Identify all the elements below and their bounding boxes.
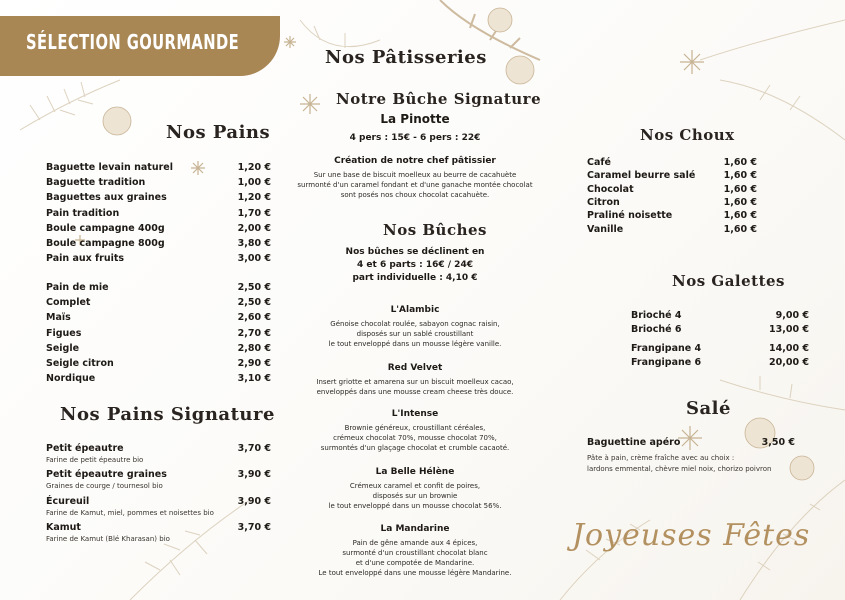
sale-title: Salé <box>686 398 731 419</box>
signature-name: Petit épeautre <box>46 443 124 454</box>
cake-name: La Belle Hélène <box>375 467 455 477</box>
signature-name: Kamut <box>46 522 81 533</box>
pain-name: Boule campagne 400g <box>46 222 165 234</box>
cake-line: disposés sur un brownie <box>372 492 458 500</box>
galette-price: 9,00 € <box>775 310 809 321</box>
cake-name: Red Velvet <box>387 363 443 373</box>
galette-name: Brioché 6 <box>631 324 682 335</box>
cake-description <box>280 423 550 453</box>
buche-name: La Pinotte <box>380 112 450 126</box>
signature-name: Petit épeautre graines <box>46 469 167 480</box>
pain-price: 2,60 € <box>237 312 271 324</box>
pain-price: 2,50 € <box>237 297 271 309</box>
signature-desc: Farine de petit épeautre bio <box>46 456 144 464</box>
galette-price: 13,00 € <box>769 324 809 335</box>
galette-price: 14,00 € <box>769 343 809 354</box>
cake-name: L'Alambic <box>390 305 440 315</box>
pain-name: Maïs <box>46 312 71 324</box>
cake-line: Brownie généreux, croustillant céréales, <box>344 424 486 432</box>
choux-price: 1,60 € <box>723 196 757 208</box>
creation-title: Création de notre chef pâtissier <box>334 156 496 166</box>
cake-line: et d'une compotée de Mandarine. <box>355 559 475 567</box>
cake-line: surmonté d'un croustillant chocolat blanc <box>342 549 488 557</box>
choux-title: Nos Choux <box>640 126 735 144</box>
signature-desc: Farine de Kamut, miel, pommes et noisettes bio <box>46 509 214 517</box>
greeting-text: Joyeuses Fêtes <box>572 518 811 553</box>
choux-name: Praliné noisette <box>587 210 673 222</box>
pain-name: Baguette tradition <box>46 177 146 189</box>
cake-line: Pain de gêne amande aux 4 épices, <box>352 539 478 547</box>
buche-signature-title: Notre Bûche Signature <box>336 90 542 108</box>
sale-desc-2: lardons emmental, chèvre miel noix, chorizo poivron <box>587 465 772 473</box>
signature-price: 3,90 € <box>237 496 271 507</box>
pain-price: 2,80 € <box>237 342 271 354</box>
choux-name: Caramel beurre salé <box>587 170 696 182</box>
choux-name: Citron <box>587 196 620 208</box>
pain-name: Baguettes aux graines <box>46 192 167 204</box>
cake-description <box>280 377 550 397</box>
sale-name: Baguettine apéro <box>587 437 681 448</box>
signature-price: 3,90 € <box>237 469 271 480</box>
banner-title: SÉLECTION GOURMANDE <box>26 30 240 54</box>
choux-name: Vanille <box>587 223 624 235</box>
choux-price: 1,60 € <box>723 223 757 235</box>
galette-name: Frangipane 6 <box>631 357 702 368</box>
buches-intro <box>340 246 490 285</box>
pain-price: 1,70 € <box>237 207 271 219</box>
cake-name: La Mandarine <box>380 524 450 534</box>
buche-price: 4 pers : 15€ - 6 pers : 22€ <box>349 133 481 143</box>
cake-line: le tout enveloppé dans un mousse chocolat 56%. <box>328 502 502 510</box>
cake-line: disposés sur un sablé croustillant <box>356 330 474 338</box>
signature-price: 3,70 € <box>237 443 271 454</box>
pain-name: Pain tradition <box>46 207 120 219</box>
buches-title: Nos Bûches <box>383 221 487 239</box>
pain-name: Figues <box>46 327 82 339</box>
cake-line: Génoise chocolat roulée, sabayon cognac raisin, <box>330 320 500 328</box>
cake-line: le tout enveloppé dans un mousse légère vanille. <box>328 340 502 348</box>
cake-line: Insert griotte et amarena sur un biscuit moelleux cacao, <box>316 378 514 386</box>
cake-description <box>280 481 550 511</box>
choux-name: Café <box>587 157 611 168</box>
pain-price: 1,00 € <box>237 177 271 189</box>
pain-price: 1,20 € <box>237 192 271 204</box>
cake-line: Le tout enveloppé dans une mousse légère Mandarine. <box>318 569 512 577</box>
pain-name: Pain aux fruits <box>46 253 125 265</box>
pain-name: Boule campagne 800g <box>46 238 165 249</box>
signature-desc: Graines de courge / tournesol bio <box>46 482 163 490</box>
cake-description <box>280 538 550 578</box>
sale-desc-1: Pâte à pain, crème fraîche avec au choix : <box>587 454 735 462</box>
galette-name: Frangipane 4 <box>631 343 702 354</box>
buches-intro-line: Nos bûches se déclinent en <box>345 247 485 257</box>
pain-price: 2,70 € <box>237 327 271 339</box>
choux-price: 1,60 € <box>723 157 757 168</box>
pains-title: Nos Pains <box>166 122 271 143</box>
creation-line: sont posés nos choux chocolat cacahuète. <box>340 191 490 199</box>
signature-desc: Farine de Kamut (Blé Kharasan) bio <box>46 535 170 543</box>
cake-line: crémeux chocolat 70%, mousse chocolat 70%, <box>333 434 497 442</box>
sale-price: 3,50 € <box>761 437 795 448</box>
pain-price: 1,20 € <box>237 162 271 173</box>
cake-name: L'Intense <box>391 409 439 419</box>
galettes-title: Nos Galettes <box>672 272 785 290</box>
cake-line: Crémeux caramel et confit de poires, <box>349 482 481 490</box>
pain-name: Baguette levain naturel <box>46 162 173 173</box>
cake-line: surmontés d'un glaçage chocolat et crumble cacaoté. <box>320 444 510 452</box>
buches-intro-line: part individuelle : 4,10 € <box>352 273 478 283</box>
cake-line: enveloppés dans une mousse cream cheese très douce. <box>316 388 514 396</box>
pain-price: 2,50 € <box>237 282 271 293</box>
pain-name: Seigle <box>46 342 80 354</box>
choux-name: Chocolat <box>587 183 634 195</box>
signature-name: Écureuil <box>46 496 90 507</box>
choux-price: 1,60 € <box>723 183 757 195</box>
galette-price: 20,00 € <box>769 357 809 368</box>
patisseries-title: Nos Pâtisseries <box>325 47 487 68</box>
choux-price: 1,60 € <box>723 210 757 222</box>
signature-title: Nos Pains Signature <box>60 404 275 425</box>
pain-name: Seigle citron <box>46 358 114 369</box>
pain-price: 2,00 € <box>237 222 271 234</box>
pain-name: Complet <box>46 297 91 309</box>
pain-price: 2,90 € <box>237 358 271 369</box>
creation-line: Sur une base de biscuit moelleux au beurre de cacahuète <box>313 171 517 179</box>
galette-name: Brioché 4 <box>631 310 682 321</box>
cake-description <box>280 319 550 349</box>
creation-description <box>280 170 550 200</box>
pain-price: 3,00 € <box>237 253 271 265</box>
pain-price: 3,80 € <box>237 238 271 249</box>
pain-name: Pain de mie <box>46 282 109 293</box>
signature-price: 3,70 € <box>237 522 271 533</box>
creation-line: surmonté d'un caramel fondant et d'une ganache montée chocolat <box>297 181 533 189</box>
buches-intro-line: 4 et 6 parts : 16€ / 24€ <box>357 260 473 270</box>
pain-name: Nordique <box>46 373 96 385</box>
choux-price: 1,60 € <box>723 170 757 182</box>
pain-price: 3,10 € <box>237 373 271 385</box>
